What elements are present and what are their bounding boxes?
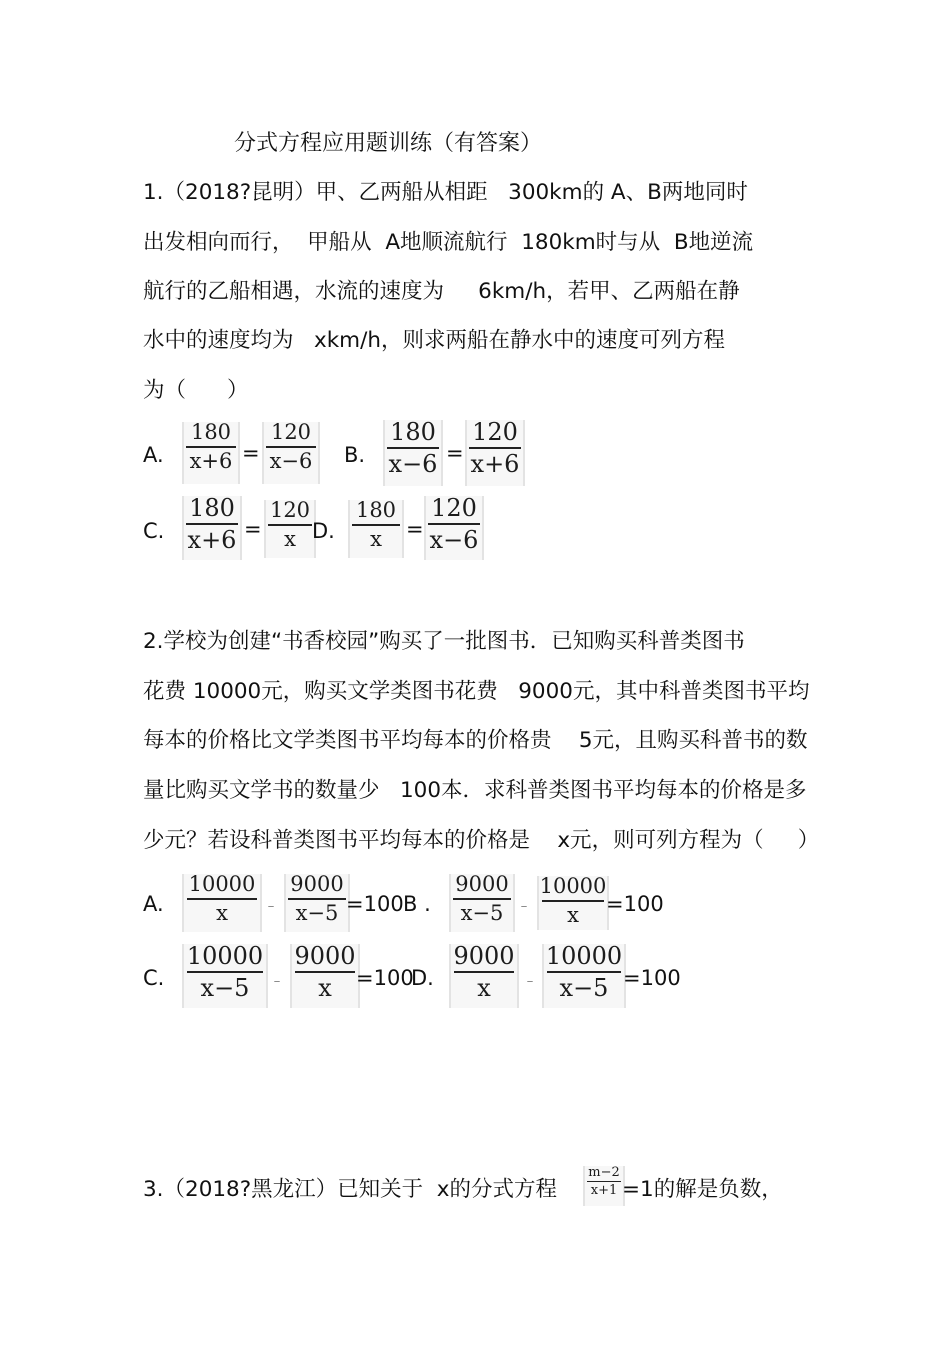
numerator: 10000 — [545, 942, 623, 970]
numerator: 9000 — [455, 872, 509, 896]
fraction-bar — [352, 524, 400, 526]
fraction-left — [182, 874, 262, 932]
fraction-left — [182, 422, 240, 484]
numerator: 120 — [269, 498, 311, 522]
numerator: m−2 — [588, 1165, 620, 1180]
fraction-left — [383, 420, 443, 486]
question-1-line: 航行的乙船相遇，水流的速度为 6km/h，若甲、乙两船在静 — [143, 279, 740, 304]
fraction-right — [465, 420, 525, 486]
question-1-line: 出发相向而行， 甲船从 A地顺流航行 180km时与从 B地逆流 — [143, 230, 754, 255]
question-1-line: 水中的速度均为 xkm/h，则求两船在静水中的速度可列方程 — [143, 328, 725, 353]
numerator: 180 — [190, 420, 232, 444]
numerator: 10000 — [188, 872, 256, 896]
numerator: 120 — [270, 420, 312, 444]
denominator: x — [318, 974, 332, 1002]
question-2-line: 2.学校为创建“书香校园”购买了一批图书．已知购买科普类图书 — [143, 629, 745, 654]
fraction-bar — [295, 971, 356, 973]
question-2-line: 少元？若设科普类图书平均每本的价格是 x元，则可列方程为（ ） — [143, 828, 820, 853]
fraction-left — [182, 944, 268, 1008]
fraction-right — [537, 876, 609, 930]
denominator: x — [567, 903, 579, 927]
denominator: x−5 — [200, 974, 250, 1002]
equals-sign: = — [242, 441, 260, 465]
denominator: x — [284, 527, 296, 551]
numerator: 10000 — [539, 874, 607, 898]
fraction-right — [284, 874, 350, 932]
option-label: D. — [411, 966, 434, 990]
equals-sign: = — [244, 517, 262, 541]
option-label: C. — [143, 519, 165, 543]
fraction-bar — [288, 898, 345, 900]
fraction-right — [424, 496, 484, 560]
option-label: A. — [143, 443, 164, 467]
numerator: 120 — [431, 494, 477, 522]
denominator: x−5 — [460, 901, 504, 925]
fraction-left — [182, 496, 242, 560]
question-3-text-after: =1的解是负数， — [622, 1177, 783, 1202]
numerator: 9000 — [453, 942, 515, 970]
fraction-left — [449, 944, 519, 1008]
numerator: 120 — [472, 418, 518, 446]
fraction-bar — [428, 523, 480, 525]
question-2-line: 每本的价格比文学类图书平均每本的价格贵 5元，且购买科普书的数 — [143, 728, 808, 753]
equals-sign: = — [406, 517, 424, 541]
fraction-bar — [186, 523, 238, 525]
fraction-left — [348, 500, 404, 558]
minus-sign: ﹣ — [264, 898, 278, 914]
equals-sign: = — [446, 441, 464, 465]
option-label: C. — [143, 966, 165, 990]
option-label: A. — [143, 892, 164, 916]
numerator: 9000 — [294, 942, 356, 970]
fraction-bar — [454, 971, 515, 973]
fraction-bar — [187, 898, 257, 900]
denominator: x−5 — [559, 974, 609, 1002]
denominator: x−6 — [429, 526, 479, 554]
fraction-right — [264, 500, 316, 558]
denominator: x — [370, 527, 382, 551]
fraction-bar — [453, 898, 510, 900]
minus-sign: ﹣ — [523, 973, 537, 989]
equation-rhs: =100 — [623, 966, 681, 990]
fraction-bar — [387, 447, 439, 449]
question-1-line: 为（ ） — [143, 378, 249, 403]
minus-sign: ﹣ — [517, 898, 531, 914]
minus-sign: ﹣ — [270, 973, 284, 989]
fraction-bar — [587, 1181, 622, 1182]
denominator: x−5 — [295, 901, 339, 925]
denominator: x−6 — [388, 450, 438, 478]
fraction-right — [262, 422, 320, 484]
fraction-bar — [187, 971, 262, 973]
fraction-right — [542, 944, 626, 1008]
document-title: 分式方程应用题训练（有答案） — [234, 131, 543, 156]
option-label: D. — [312, 519, 335, 543]
question-2-line: 量比购买文学书的数量少 100本．求科普类图书平均每本的价格是多 — [143, 778, 807, 803]
equation-rhs: =100 — [606, 892, 664, 916]
denominator: x+6 — [189, 449, 233, 473]
fraction-bar — [542, 900, 605, 902]
fraction-bar — [469, 447, 521, 449]
fraction-bar — [268, 524, 312, 526]
denominator: x−6 — [269, 449, 313, 473]
question-1-line: 1.（2018?昆明）甲、乙两船从相距 300km的 A、B两地同时 — [143, 180, 748, 205]
numerator: 180 — [189, 494, 235, 522]
denominator: x — [216, 901, 228, 925]
numerator: 180 — [355, 498, 397, 522]
fraction-left — [449, 874, 515, 932]
equation-rhs: =100 — [356, 966, 414, 990]
fraction-inline — [583, 1166, 625, 1206]
fraction-right — [290, 944, 360, 1008]
fraction-bar — [186, 446, 236, 448]
fraction-bar — [266, 446, 316, 448]
numerator: 10000 — [186, 942, 264, 970]
numerator: 180 — [390, 418, 436, 446]
denominator: x — [477, 974, 491, 1002]
question-3-text-before: 3.（2018?黑龙江）已知关于 x的分式方程 — [143, 1177, 558, 1202]
question-2-line: 花费 10000元，购买文学类图书花费 9000元，其中科普类图书平均 — [143, 679, 810, 704]
equation-rhs: =100 — [346, 892, 404, 916]
denominator: x+1 — [590, 1183, 618, 1198]
option-label: B. — [344, 443, 366, 467]
numerator: 9000 — [290, 872, 344, 896]
denominator: x+6 — [470, 450, 520, 478]
denominator: x+6 — [187, 526, 237, 554]
fraction-bar — [547, 971, 621, 973]
option-label: B . — [403, 892, 431, 916]
